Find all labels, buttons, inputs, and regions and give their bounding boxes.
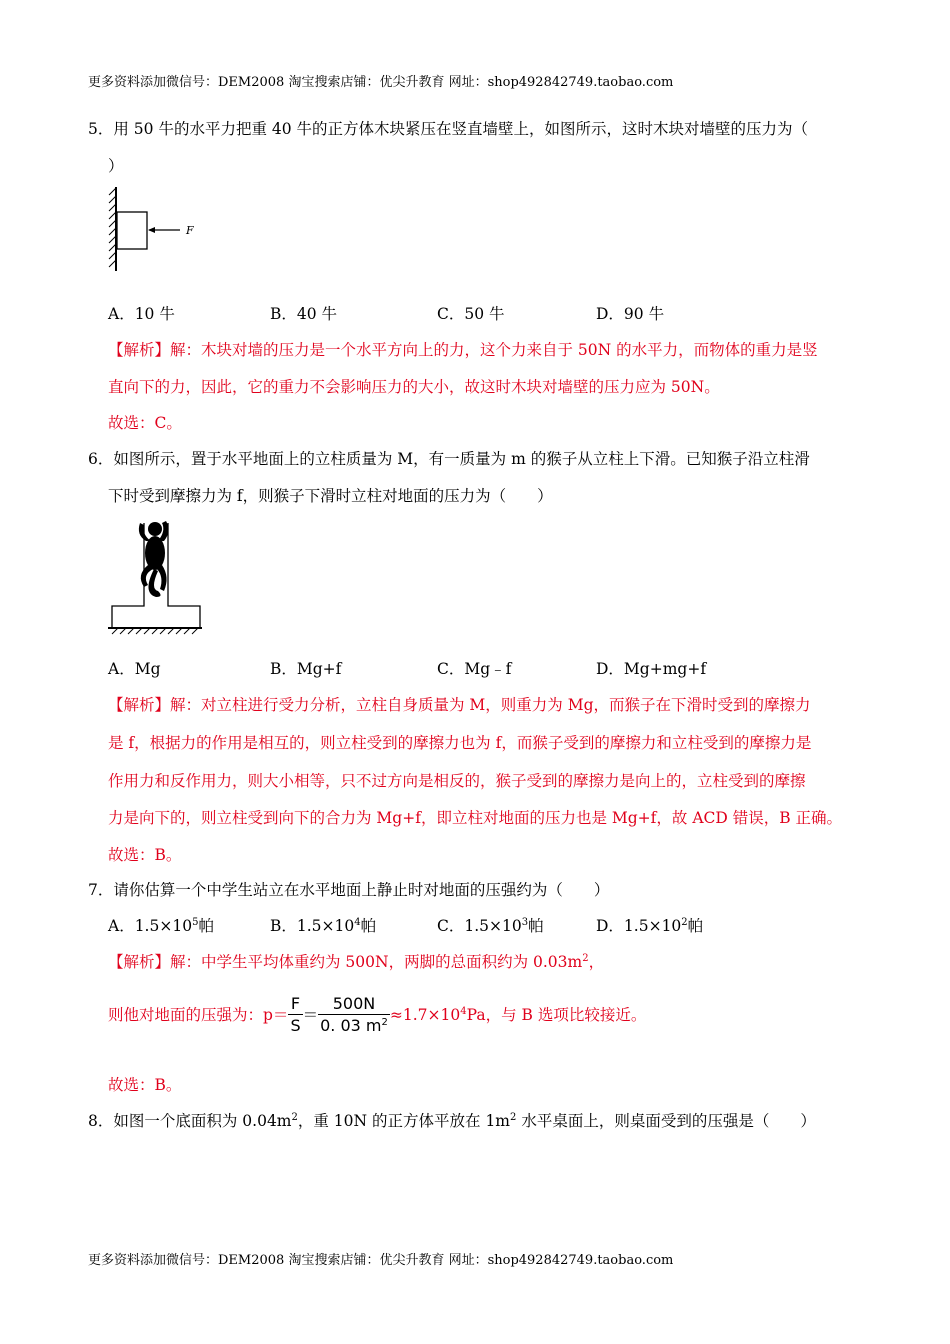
force-label: F <box>186 224 194 237</box>
formula-lead: 则他对地面的压强为：p＝ <box>108 1006 289 1024</box>
wall-hatch <box>109 188 116 267</box>
q6-analysis-line2: 是 f，根据力的作用是相互的，则立柱受到的摩擦力也为 f，而猴子受到的摩擦力和立柱受到的摩擦力是 <box>108 734 812 752</box>
q6-stem-line2: 下时受到摩擦力为 f，则猴子下滑时立柱对地面的压力为（ ） <box>108 487 553 505</box>
q7-analysis-line1: 【解析】解：中学生平均体重约为 500N，两脚的总面积约为 $0.03m^2$， <box>108 953 605 971</box>
q7-formula-line <box>108 985 646 1043</box>
q7-answer: 故选：B。 <box>108 1076 182 1094</box>
q6-analysis-line1: 【解析】解：对立柱进行受力分析，立柱自身质量为 M，则重力为 Mg，而猴子在下滑时受到的摩擦力 <box>108 696 811 714</box>
pillar-left-edge <box>112 523 144 627</box>
pillar-right-edge <box>168 523 200 627</box>
q6-analysis-line3: 作用力和反作用力，则大小相等，只不过方向是相反的，猴子受到的摩擦力是向上的，立柱受到的摩擦 <box>108 772 806 790</box>
q6-answer: 故选：B。 <box>108 846 182 864</box>
q5-answer: 故选：C。 <box>108 414 182 432</box>
q7-option-c: C．$1.5\times 10^3$帕 <box>437 917 544 935</box>
q6-stem-line1: 6．如图所示，置于水平地面上的立柱质量为 M，有一质量为 m 的猴子从立柱上下滑。已知猴子沿立柱滑 <box>88 450 810 468</box>
q7-stem: 7．请你估算一个中学生站立在水平地面上静止时对地面的压强约为（ ） <box>88 881 610 899</box>
q7-option-a: A．$1.5\times 10^5$帕 <box>108 917 214 935</box>
q8-stem: 8．如图一个底面积为 $0.04m^2$，重 10N 的正方体平放在 $1m^2$ 水平桌面上，则桌面受到的压强是（ ） <box>88 1112 816 1130</box>
q6-option-b: B．Mg+f <box>270 660 342 678</box>
q5-option-a: A．10 牛 <box>108 305 175 323</box>
q5-option-c: C．50 牛 <box>437 305 505 323</box>
q7-option-d: D．$1.5\times 10^2$帕 <box>596 917 704 935</box>
q5-stem-line2: ） <box>108 157 124 175</box>
fraction-f-over-s: $\frac{F}{S}$ <box>290 993 301 1035</box>
q5-wall-block-figure <box>104 183 214 275</box>
q7-option-b: B．$1.5\times 10^4$帕 <box>270 917 377 935</box>
page-header: 更多资料添加微信号：DEM2008 淘宝搜索店铺：优尖升教育 网址：shop492842749.taobao.com <box>88 75 674 90</box>
q5-option-b: B．40 牛 <box>270 305 338 323</box>
fraction-500n-over-area: $\frac{500N}{0. 03 m^2}$ <box>320 993 388 1035</box>
q6-analysis-line4: 力是向下的，则立柱受到向下的合力为 Mg+f，即立柱对地面的压力也是 Mg+f，故 ACD 错误，B 正确。 <box>108 809 843 827</box>
q5-analysis-line1: 【解析】解：木块对墙的压力是一个水平方向上的力，这个力来自于 50N 的水平力，而物体的重力是竖 <box>108 341 818 359</box>
q6-pillar-monkey-figure <box>106 517 206 639</box>
force-arrow-head <box>148 227 155 233</box>
q6-option-c: C．Mg﹣f <box>437 660 512 678</box>
page-footer: 更多资料添加微信号：DEM2008 淘宝搜索店铺：优尖升教育 网址：shop492842749.taobao.com <box>88 1253 674 1268</box>
q5-analysis-line2: 直向下的力，因此，它的重力不会影响压力的大小，故这时木块对墙壁的压力应为 50N。 <box>108 378 720 396</box>
q5-stem-line1: 5．用 50 牛的水平力把重 40 牛的正方体木块紧压在竖直墙壁上，如图所示，这时木块对墙壁的压力为（ <box>88 120 809 138</box>
formula-result: $\approx 1.7\times 10^4Pa$，与 B 选项比较接近。 <box>389 1006 647 1024</box>
q6-option-d: D．Mg+mg+f <box>596 660 707 678</box>
monkey-silhouette <box>139 521 169 597</box>
equals-sign: ＝ <box>302 1006 319 1024</box>
q5-option-d: D．90 牛 <box>596 305 665 323</box>
q6-option-a: A．Mg <box>108 660 161 678</box>
wood-block <box>117 212 147 249</box>
